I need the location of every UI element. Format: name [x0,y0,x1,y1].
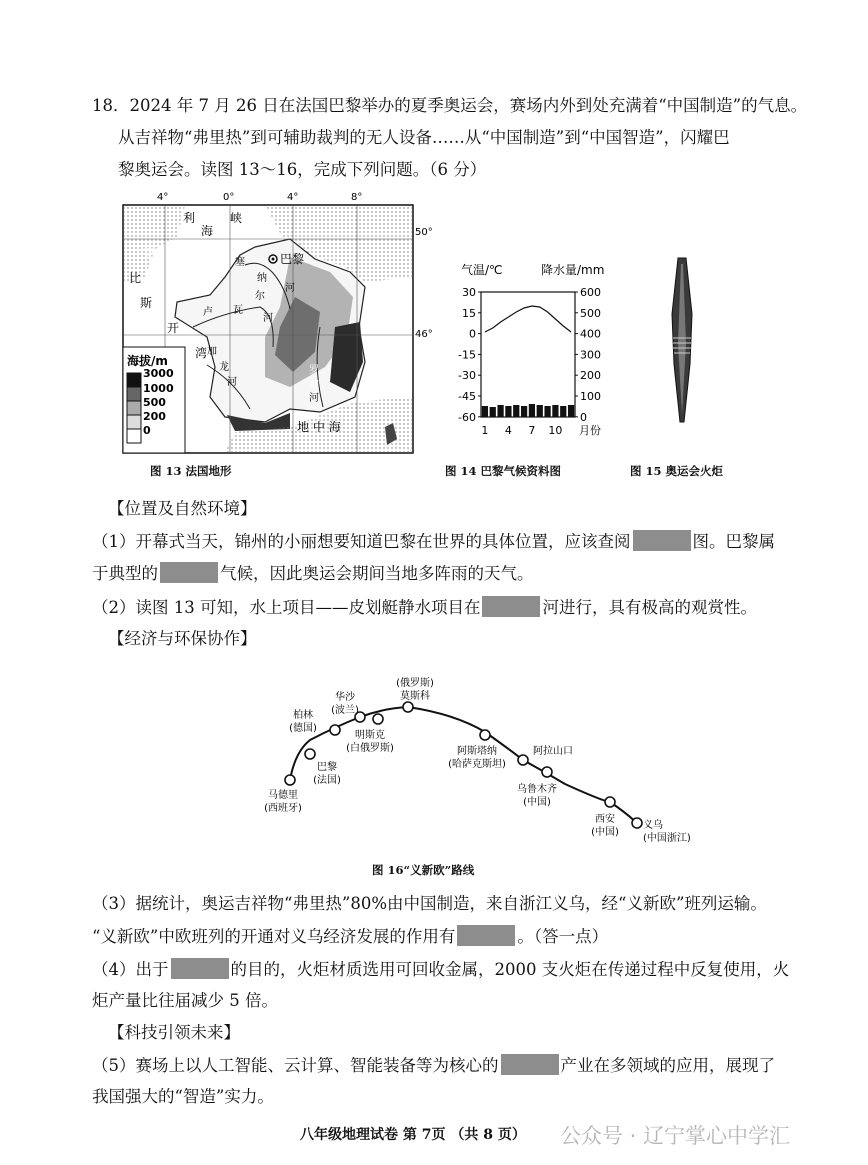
q3-text: 。（答一点） [517,927,609,946]
temp-tick-label: 30 [462,286,476,299]
answer-blank[interactable] [482,596,540,617]
olympic-torch [662,254,702,434]
section-heading-3: 【科技引领未来】 [108,1023,240,1042]
station-name: 明斯克 [355,730,385,741]
precip-tick-label: 600 [580,286,601,299]
question-5-line-1 [92,1054,775,1077]
station-name: 莫斯科 [400,691,430,702]
temp-tick-label: -60 [458,410,476,424]
q5-text: 产业在多领域的应用，展现了 [560,1056,775,1075]
legend-title: 海拔/m [127,354,168,368]
precip-bar [513,405,519,417]
station-name: 阿斯塔纳 [457,746,497,757]
question-line-2: 从吉祥物“弗里热”到可辅助裁判的无人设备……从“中国制造”到“中国智造”，闪耀巴 [118,128,730,147]
garonne-label: 加 [207,346,217,357]
precip-bar [497,405,503,417]
bay-label: 湾 [195,346,208,360]
station-country: (波兰) [331,705,359,716]
precip-tick-label: 500 [580,306,601,320]
bay-label: 斯 [140,296,153,310]
precip-bar [490,407,496,417]
fig14-caption: 图 14 巴黎气候资料图 [445,464,562,478]
q1-text: 于典型的 [92,564,158,583]
station-marker [605,797,615,807]
question-2 [92,596,757,619]
station-country: (德国) [289,723,317,734]
section-heading-2: 【经济与环保协作】 [108,629,257,648]
q3-text: “义新欧”中欧班列的开通对义乌经济发展的作用有 [92,927,456,946]
q2-text: （2）读图 13 可知，水上项目——皮划艇静水项目在 [92,598,481,617]
bay-label: 比 [129,271,142,285]
lon-label: 4° [287,192,299,203]
temp-tick-label: 0 [469,327,476,341]
station-marker [403,702,413,712]
legend-value: 1000 [143,382,174,395]
france-terrain-map [115,187,433,457]
station-marker [542,767,552,777]
station-country: (西班牙) [264,803,302,814]
precip-bar [560,406,566,417]
station-country: (中国) [591,827,619,838]
precip-bar [568,405,574,417]
temp-tick-label: 15 [462,306,476,320]
precip-bar [529,404,535,417]
station-country: (中国浙江) [643,833,691,844]
station-country: (俄罗斯) [396,678,434,689]
seine-label: 塞 [235,257,245,268]
precip-bar [482,406,488,417]
answer-blank[interactable] [633,530,691,551]
answer-blank[interactable] [457,925,515,946]
question-3-line-1: （3）据统计，奥运吉祥物“弗里热”80%由中国制造，来自浙江义乌，经“义新欧”班列运输。 [92,894,767,913]
fig15-caption: 图 15 奥运会火炬 [630,464,724,478]
answer-blank[interactable] [160,562,218,583]
temp-axis-title: 气温/℃ [461,263,503,277]
question-3-line-2 [92,925,608,948]
station-name: 义乌 [643,820,663,831]
strait-label: 海 [201,224,214,238]
question-line-1: 18．2024 年 7 月 26 日在法国巴黎举办的夏季奥运会，赛场内外到处充满着“中国制造”的气息。 [92,96,808,115]
q1-text: 图。巴黎属 [692,532,775,551]
station-marker [285,775,295,785]
temperature-curve [485,306,571,332]
q1-text: （1）开幕式当天，锦州的小丽想要知道巴黎在世界的具体位置，应该查阅 [92,532,631,551]
month-label: 4 [504,424,512,437]
mediterranean-label: 地 中 海 [297,420,341,434]
station-marker [518,755,528,765]
garonne-label: 河 [227,377,237,388]
precip-bar [537,405,543,417]
paris-climate-chart [455,262,615,440]
yixinou-route-map [255,672,695,852]
station-name: 西安 [595,814,615,825]
temp-tick-label: -15 [458,348,476,362]
month-label: 10 [548,424,563,437]
garonne-label: 龙 [219,362,229,373]
temp-tick-label: -30 [458,369,476,383]
station-country: (白俄罗斯) [346,743,394,754]
station-marker [632,818,642,828]
temp-tick-label: -45 [458,390,476,403]
precip-bar [552,405,558,417]
page-footer: 八年级地理试卷 第 7页 （共 8 页） [300,1127,526,1143]
station-marker [480,730,490,740]
answer-blank[interactable] [501,1054,559,1075]
station-name: 华沙 [335,692,355,703]
section-heading-1: 【位置及自然环境】 [108,499,257,518]
loire-label: 卢 [203,307,213,318]
station-marker [305,749,315,759]
question-line-3: 黎奥运会。读图 13～16，完成下列问题。（6 分） [118,160,487,179]
wechat-watermark: 公众号 · 辽宁掌心中学汇 [560,1124,791,1148]
question-5-line-2: 我国强大的“智造”实力。 [92,1087,274,1106]
station-name: 阿拉山口 [533,746,573,757]
rhone-label: 河 [309,393,319,404]
question-4-line-1 [92,958,789,981]
month-label: 1 [481,424,489,437]
station-country: (哈萨克斯坦) [448,759,506,770]
station-country: (中国) [523,797,551,808]
q5-text: （5）赛场上以人工智能、云计算、智能装备等为核心的 [92,1056,499,1075]
rhone-label: 讷 [309,379,319,390]
station-marker [373,714,383,724]
fig13-caption: 图 13 法国地形 [150,464,232,478]
lon-label: 0° [223,192,235,203]
legend-value: 500 [143,396,166,409]
lon-label: 4° [157,192,169,203]
lat-label: 50° [415,227,433,238]
bay-label: 开 [167,321,180,335]
seine-label: 河 [285,283,295,294]
legend-value: 0 [143,424,151,437]
q4-text: 的目的，火炬材质选用可回收金属，2000 支火炬在传递过程中反复使用，火 [230,960,790,979]
seine-label: 纳 [257,273,267,284]
fig16-caption: 图 16“义新欧”路线 [372,863,475,877]
loire-label: 河 [263,313,273,324]
loire-label: 尔 [255,291,265,302]
precip-tick-label: 300 [580,348,601,362]
month-unit: 月份 [579,424,601,437]
precip-bar [544,406,550,417]
precip-tick-label: 100 [580,390,601,403]
lon-label: 8° [351,192,363,203]
station-marker [330,725,340,735]
precip-tick-label: 400 [580,327,601,341]
question-1-line-1 [92,530,775,553]
q1-text: 气候，因此奥运会期间当地多阵雨的天气。 [220,564,534,583]
station-name: 乌鲁木齐 [517,784,557,795]
station-name: 马德里 [268,790,298,801]
answer-blank[interactable] [171,958,229,979]
precip-tick-label: 0 [580,410,587,424]
station-name: 巴黎 [317,762,337,773]
precip-axis-title: 降水量/mm [541,263,605,277]
question-4-line-2: 炬产量比往届减少 5 倍。 [92,991,278,1010]
question-1-line-2 [92,562,534,585]
q4-text: （4）出于 [92,960,169,979]
strait-label: 峡 [230,211,243,225]
q2-text: 河进行，具有极高的观赏性。 [542,598,757,617]
legend-value: 3000 [143,367,174,380]
plot-frame [481,292,575,417]
strait-label: 英 [143,246,156,260]
paris-label: 巴黎 [280,252,305,266]
precip-tick-label: 200 [580,369,601,383]
legend-value: 200 [143,410,166,423]
precip-bar [521,406,527,417]
lat-label: 46° [415,329,433,340]
rhone-label: 罗 [309,365,319,376]
strait-label: 利 [183,211,196,225]
station-name: 柏林 [293,710,313,721]
precip-bar [505,406,511,417]
month-label: 7 [528,424,536,437]
loire-label: 瓦 [233,305,243,316]
station-country: (法国) [313,775,341,786]
